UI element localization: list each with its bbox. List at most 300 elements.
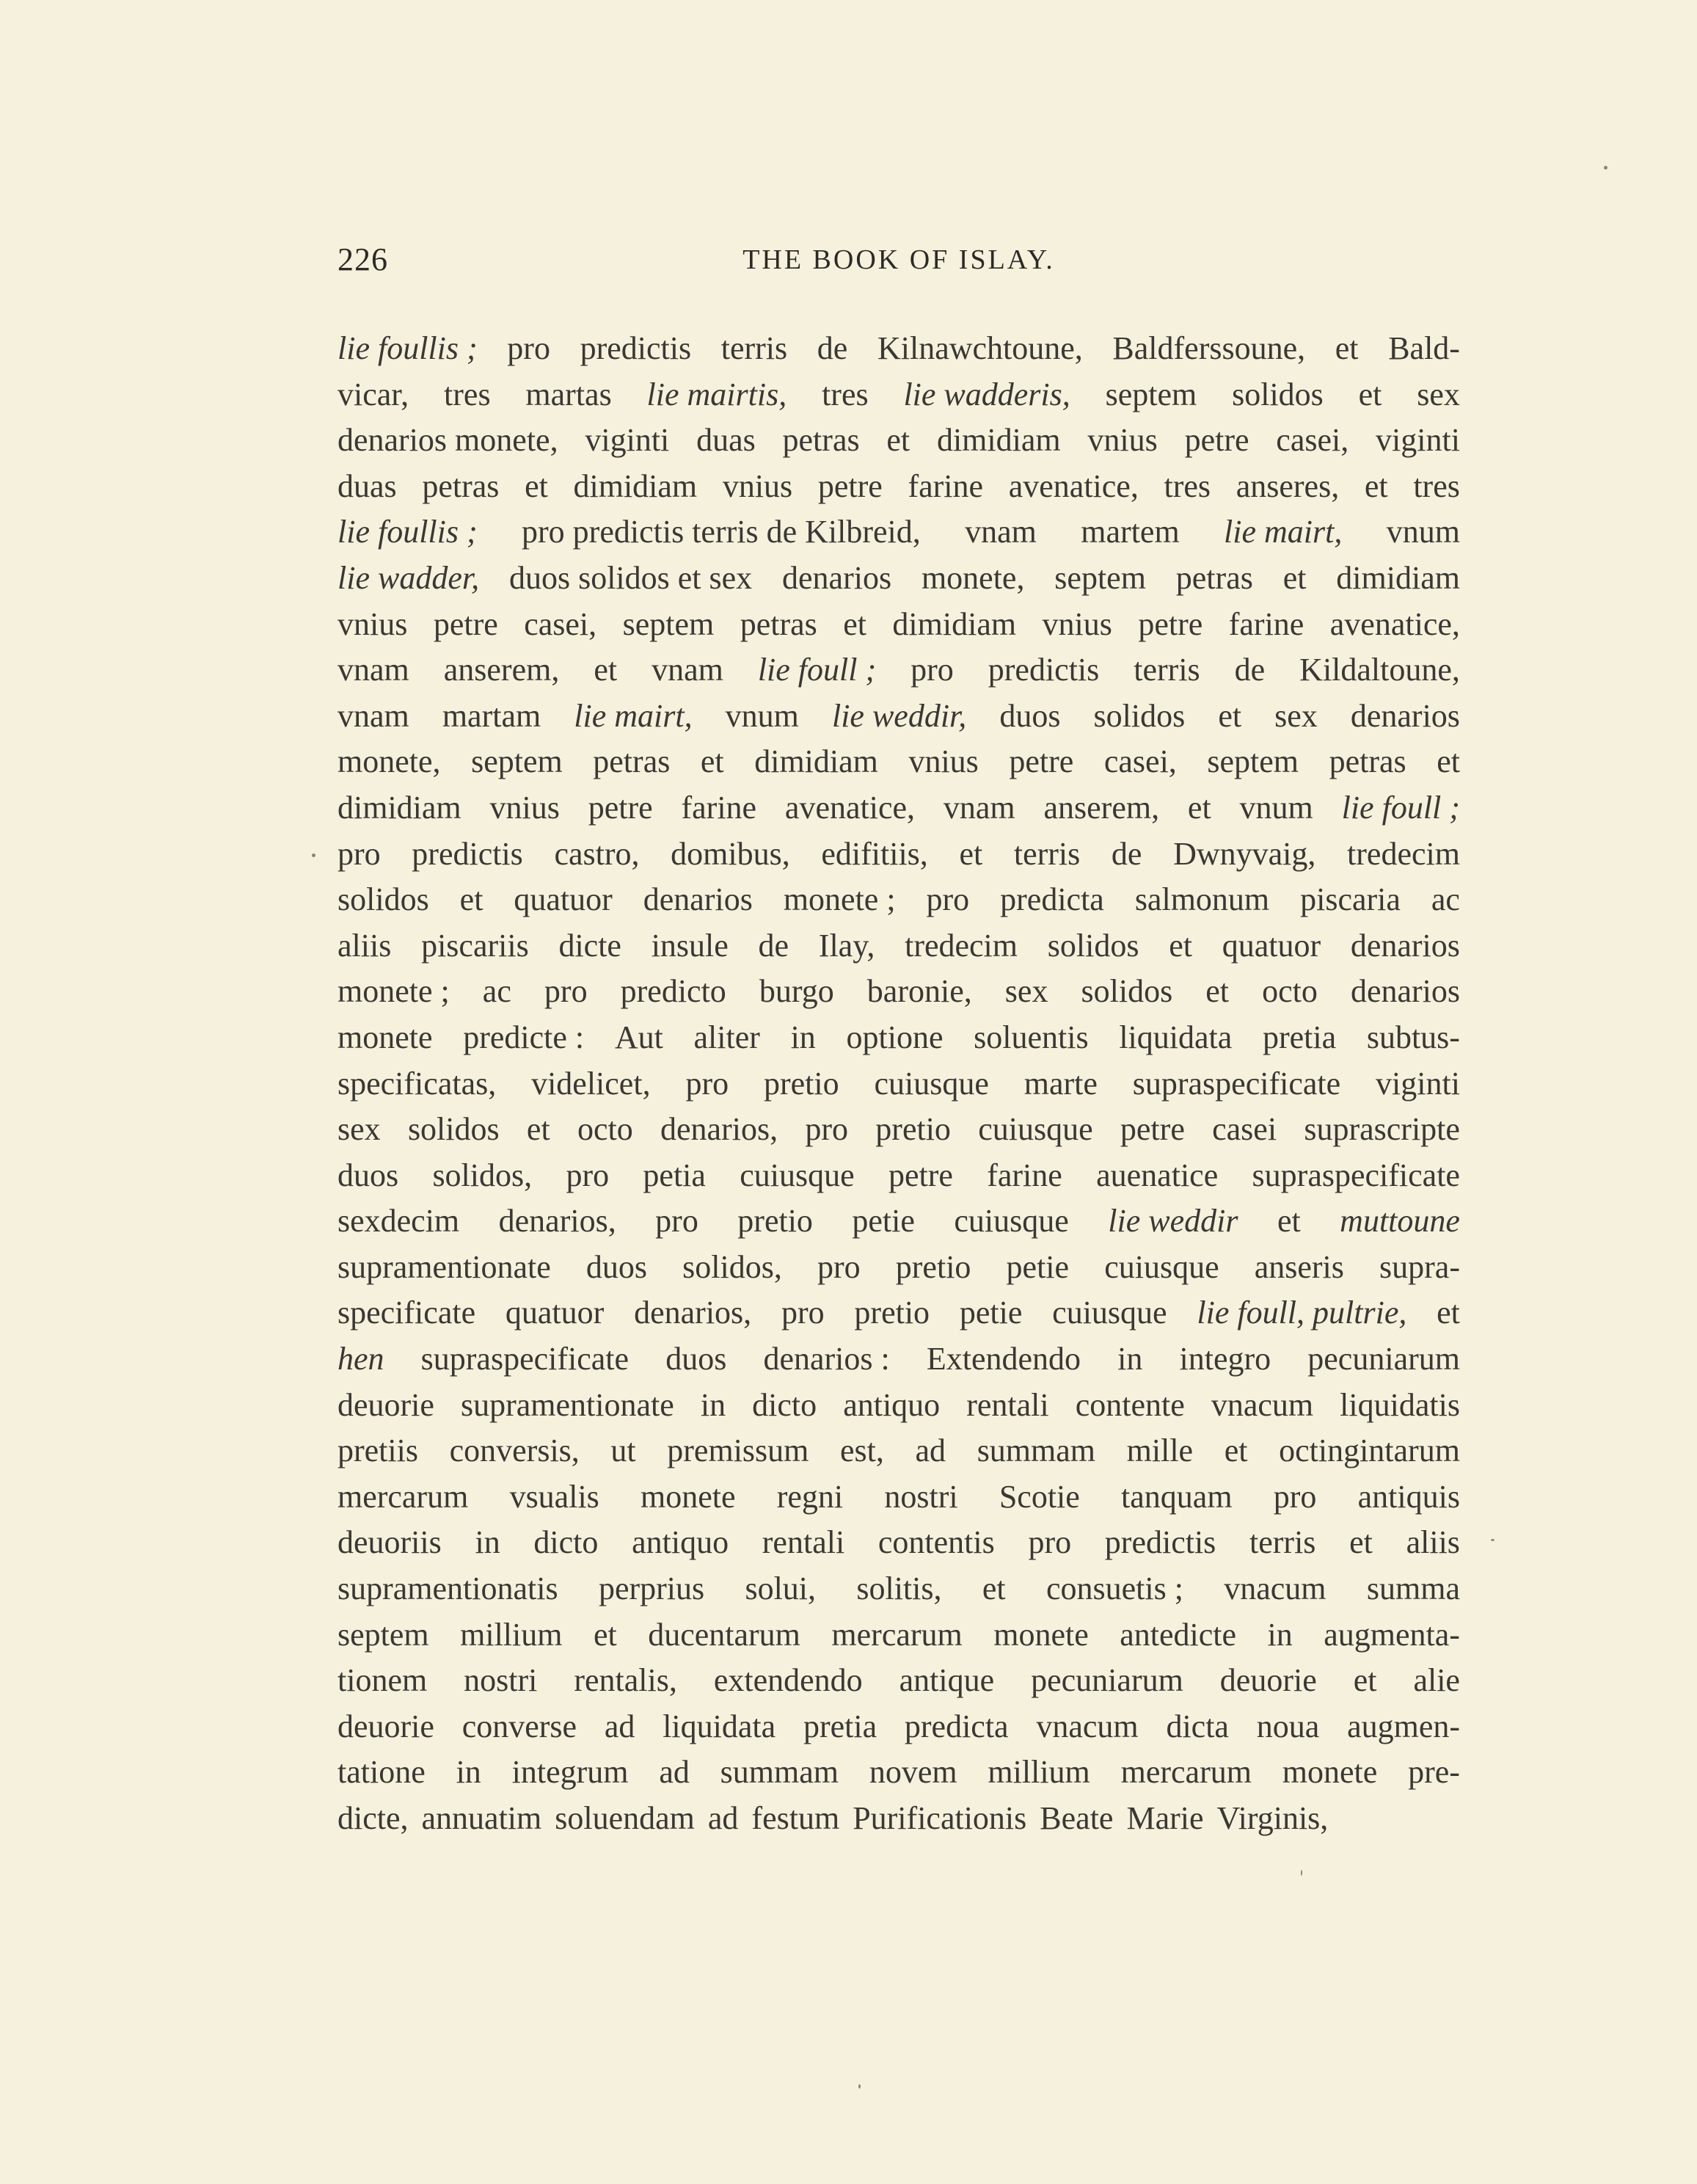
word: monete, <box>337 743 441 780</box>
word: vnam <box>337 652 409 688</box>
word: supraspecificate <box>420 1341 629 1377</box>
word: pro <box>655 1203 698 1240</box>
text-line <box>337 1061 1460 1107</box>
word: pretio <box>854 1295 930 1331</box>
word: perprius <box>598 1570 705 1607</box>
word: quatuor <box>1222 927 1321 964</box>
word: denarios, <box>660 1111 778 1148</box>
word: farine <box>681 789 757 826</box>
word: septem <box>337 1616 429 1653</box>
word: dimidiam <box>573 467 698 504</box>
word: dimidiam <box>754 743 878 780</box>
word: in <box>1267 1616 1293 1653</box>
word: pretia <box>803 1708 877 1744</box>
word: anserem, <box>1043 789 1160 826</box>
word: liquidata <box>1119 1019 1233 1055</box>
word: Purificationis <box>853 1800 1027 1836</box>
word: consuetis ; <box>1045 1570 1183 1607</box>
text-line <box>337 1153 1460 1199</box>
word: cuiusque <box>1104 1248 1219 1285</box>
word: Scotie <box>999 1478 1080 1515</box>
word: videlicet, <box>531 1065 651 1102</box>
word: tionem <box>337 1662 428 1699</box>
word: predicta <box>1000 881 1104 918</box>
word: in <box>456 1754 481 1791</box>
word: regni <box>776 1478 844 1515</box>
text-line <box>337 326 1460 372</box>
text-line <box>337 1428 1460 1474</box>
word: pre- <box>1408 1754 1460 1791</box>
word: pretio <box>763 1065 839 1102</box>
word: tres <box>1164 467 1211 504</box>
word: Virginis, <box>1216 1800 1329 1836</box>
word: monete, <box>921 559 1025 596</box>
word: denarios <box>1350 973 1460 1010</box>
word: monete <box>641 1478 736 1515</box>
word: dicte, <box>337 1800 409 1836</box>
word: duos solidos et sex <box>508 559 753 596</box>
word: petre <box>1009 743 1074 780</box>
word: noua <box>1256 1708 1320 1744</box>
word: predicta <box>904 1708 1009 1744</box>
word: soluendam <box>555 1800 695 1836</box>
word: viginti <box>585 422 670 459</box>
word: vsualis <box>509 1478 599 1515</box>
text-line <box>337 556 1460 602</box>
word: pro <box>507 330 550 366</box>
word: in <box>790 1019 816 1055</box>
word: pro <box>685 1065 729 1102</box>
text-line <box>337 969 1460 1015</box>
word: casei, <box>1103 743 1177 780</box>
paper-speck <box>312 853 315 857</box>
word: petie <box>1006 1248 1070 1285</box>
word: solidos, <box>432 1157 533 1193</box>
word: antiquis <box>1357 1478 1460 1515</box>
word: predicte : <box>463 1019 585 1055</box>
text-line <box>337 1245 1460 1291</box>
word: antiquo <box>632 1524 729 1561</box>
word: petras <box>1329 743 1406 780</box>
italic-word: lie mairt, <box>1224 514 1343 550</box>
paper-speck <box>1604 166 1607 170</box>
word: specificate <box>337 1295 476 1331</box>
text-line <box>337 1750 1460 1796</box>
word: augmenta- <box>1324 1616 1460 1653</box>
text-line <box>337 1566 1460 1612</box>
word: cuiusque <box>874 1065 989 1102</box>
word: denarios monete, <box>337 422 558 459</box>
text-line <box>337 785 1460 831</box>
word: alie <box>1413 1662 1460 1699</box>
word: duos <box>585 1248 648 1285</box>
word: tres <box>444 376 491 412</box>
word: solui, <box>745 1570 817 1607</box>
word: tres <box>822 376 869 412</box>
word: antique <box>899 1662 995 1699</box>
word: farine <box>1228 605 1304 642</box>
word: monete <box>1282 1754 1378 1791</box>
word: mille <box>1126 1433 1194 1469</box>
word: vnam <box>943 789 1015 826</box>
italic-word: lie foull ; <box>1341 789 1460 826</box>
word: duas <box>337 467 397 504</box>
word: domibus, <box>671 835 790 872</box>
word: denarios <box>643 881 753 918</box>
italic-word: lie mairt, <box>574 697 693 734</box>
text-line <box>337 1107 1460 1153</box>
word: sex <box>1417 376 1460 412</box>
word: et <box>525 467 548 504</box>
word: Beate <box>1040 1800 1114 1836</box>
word: cuiusque <box>1052 1295 1167 1331</box>
text-line <box>337 647 1460 694</box>
word: predictis <box>1104 1524 1216 1561</box>
word: cuiusque <box>978 1111 1093 1148</box>
word: petre <box>888 1157 953 1193</box>
text-line <box>337 1796 1460 1842</box>
word: avenatice, <box>784 789 916 826</box>
text-line <box>337 694 1460 740</box>
word: et <box>594 652 618 688</box>
word: dicta <box>1166 1708 1229 1744</box>
word: rentalis, <box>574 1662 677 1699</box>
word: pretio <box>895 1248 971 1285</box>
word: salmonum <box>1134 881 1270 918</box>
word: petie <box>852 1203 915 1240</box>
word: festum <box>751 1800 840 1836</box>
italic-word: muttoune <box>1340 1203 1460 1240</box>
word: denarios, <box>498 1203 616 1240</box>
word: et <box>1169 927 1192 964</box>
text-line <box>337 509 1460 556</box>
word: pro <box>544 973 588 1010</box>
word: vnum <box>1239 789 1313 826</box>
word: et <box>700 743 724 780</box>
text-line <box>337 877 1460 923</box>
word: et <box>459 881 483 918</box>
word: solidos, <box>682 1248 782 1285</box>
word: summa <box>1366 1570 1460 1607</box>
word: farine <box>987 1157 1062 1193</box>
word: pro <box>926 881 970 918</box>
word: Marie <box>1126 1800 1204 1836</box>
word: et <box>1349 1524 1373 1561</box>
word: integro <box>1179 1341 1271 1377</box>
word: ad <box>707 1800 739 1836</box>
word: viginti <box>1376 1065 1460 1102</box>
text-line <box>337 1612 1460 1659</box>
word: nostri <box>884 1478 958 1515</box>
word: et <box>1282 559 1307 596</box>
word: tredecim <box>1347 835 1460 872</box>
word: terris <box>1249 1524 1316 1561</box>
word: duos <box>665 1341 727 1377</box>
word: pro <box>817 1248 861 1285</box>
word: duos <box>337 1157 399 1193</box>
word: pretia <box>1262 1019 1337 1055</box>
word: pro predictis terris de Kilbreid, <box>522 514 921 550</box>
word: liquidata <box>663 1708 776 1744</box>
word: et <box>843 605 866 642</box>
word: et <box>1437 743 1460 780</box>
word: cuiusque <box>954 1203 1069 1240</box>
word: pro <box>805 1111 849 1148</box>
word: septem <box>1054 559 1146 596</box>
word: soluentis <box>974 1019 1089 1055</box>
word: sexdecim <box>337 1203 460 1240</box>
text-line <box>337 1520 1460 1566</box>
word: deuorie <box>337 1386 434 1423</box>
word: et <box>886 422 910 459</box>
word: Bald- <box>1388 330 1460 366</box>
word: converse <box>461 1708 577 1744</box>
text-line <box>337 1198 1460 1245</box>
word: pretio <box>737 1203 813 1240</box>
word: summam <box>977 1433 1096 1469</box>
word: sex <box>337 1111 381 1148</box>
word: terris <box>720 330 788 366</box>
italic-word: lie wadder, <box>337 559 480 596</box>
word: petre <box>1120 1111 1185 1148</box>
italic-word: lie foull, pultrie, <box>1197 1295 1407 1331</box>
word: deuorie <box>337 1708 434 1744</box>
italic-word: hen <box>337 1341 384 1377</box>
word: marte <box>1023 1065 1098 1102</box>
word: contente <box>1075 1386 1185 1423</box>
word: ac <box>482 973 511 1010</box>
running-head <box>337 241 1460 285</box>
word: martas <box>525 376 612 412</box>
word: martem <box>1081 514 1180 550</box>
word: mercarum <box>337 1478 469 1515</box>
word: farine <box>908 467 984 504</box>
word: supramentionatis <box>337 1570 558 1607</box>
italic-word: lie weddir, <box>831 697 967 734</box>
word: martam <box>442 697 541 734</box>
word: vnacum <box>1224 1570 1326 1607</box>
word: et <box>1224 1433 1248 1469</box>
word: denarios <box>782 559 892 596</box>
text-line <box>337 372 1460 418</box>
word: quatuor <box>505 1295 605 1331</box>
word: petre <box>817 467 883 504</box>
word: denarios, <box>634 1295 752 1331</box>
word: baronie, <box>866 973 972 1010</box>
text-line <box>337 1015 1460 1061</box>
word: suprascripte <box>1304 1111 1460 1148</box>
text-line <box>337 923 1460 969</box>
word: Dwnyvaig, <box>1173 835 1316 872</box>
word: supraspecificate <box>1252 1157 1460 1193</box>
word: et <box>959 835 983 872</box>
word: premissum <box>667 1433 809 1469</box>
body-text <box>337 326 1460 1842</box>
word: Kilnawchtoune, <box>877 330 1083 366</box>
word: ad <box>604 1708 635 1744</box>
text-line <box>337 1336 1460 1383</box>
word: vnam <box>965 514 1037 550</box>
word: monete ; <box>337 973 450 1010</box>
word: sex <box>1004 973 1048 1010</box>
word: vnacum <box>1036 1708 1139 1744</box>
word: petras <box>740 605 817 642</box>
word: mercarum <box>831 1616 963 1653</box>
page-number: 226 <box>337 241 388 277</box>
word: pro <box>910 652 954 688</box>
word: casei <box>1212 1111 1277 1148</box>
word: specificatas, <box>337 1065 497 1102</box>
word: vnius <box>1087 422 1158 459</box>
word: et <box>1187 789 1211 826</box>
word: pretio <box>875 1111 951 1148</box>
word: monete <box>337 1019 433 1055</box>
word: dicto <box>752 1386 817 1423</box>
word: pro <box>1273 1478 1317 1515</box>
word: pecuniarum <box>1031 1662 1183 1699</box>
word: piscaria <box>1300 881 1401 918</box>
italic-word: lie foullis ; <box>337 514 478 550</box>
text-line <box>337 1704 1460 1750</box>
word: nostri <box>464 1662 538 1699</box>
word: sex <box>1274 697 1318 734</box>
word: casei, <box>1276 422 1349 459</box>
word: pecuniarum <box>1307 1341 1460 1377</box>
word: Kildaltoune, <box>1299 652 1460 688</box>
word: petre <box>433 605 498 642</box>
italic-word: lie foullis ; <box>337 330 478 366</box>
word: Extendendo <box>926 1341 1081 1377</box>
word: denarios <box>1350 927 1460 964</box>
word: aliis <box>1406 1524 1460 1561</box>
word: Baldferssoune, <box>1112 330 1306 366</box>
word: petre <box>588 789 653 826</box>
word: et <box>1218 697 1242 734</box>
word: Aut <box>614 1019 663 1055</box>
text-line <box>337 418 1460 464</box>
word: millium <box>460 1616 563 1653</box>
word: vnam <box>652 652 723 688</box>
word: vnacum <box>1211 1386 1314 1423</box>
word: et <box>593 1616 617 1653</box>
word: augmen- <box>1347 1708 1460 1744</box>
word: de <box>817 330 848 366</box>
word: predicto <box>620 973 726 1010</box>
word: optione <box>846 1019 944 1055</box>
text-line <box>337 1658 1460 1704</box>
word: septem <box>1207 743 1299 780</box>
word: integrum <box>511 1754 629 1791</box>
word: tanquam <box>1121 1478 1233 1515</box>
word: anserem, <box>443 652 560 688</box>
word: solidos <box>1232 376 1324 412</box>
word: liquidatis <box>1340 1386 1460 1423</box>
word: et <box>1205 973 1230 1010</box>
word: et <box>1364 467 1388 504</box>
word: petia <box>643 1157 706 1193</box>
word: denarios <box>1350 697 1460 734</box>
word: septem <box>1105 376 1197 412</box>
word: cuiusque <box>740 1157 855 1193</box>
word: mercarum <box>1120 1754 1252 1791</box>
word: est, <box>840 1433 884 1469</box>
word: deuoriis <box>337 1524 442 1561</box>
word: supraspecificate <box>1132 1065 1341 1102</box>
word: et <box>982 1570 1006 1607</box>
text-line <box>337 464 1460 510</box>
word: rentali <box>762 1524 845 1561</box>
word: de <box>758 927 789 964</box>
word: vnius <box>1042 605 1112 642</box>
word: petre <box>1184 422 1249 459</box>
word: duas <box>696 422 756 459</box>
word: vnum <box>1386 514 1460 550</box>
word: vnam <box>337 697 409 734</box>
word: quatuor <box>514 881 613 918</box>
word: et <box>1277 1203 1301 1240</box>
word: et <box>526 1111 550 1148</box>
word: predictis <box>988 652 1100 688</box>
word: supramentionate <box>337 1248 551 1285</box>
word: ad <box>915 1433 946 1469</box>
word: petras <box>1175 559 1253 596</box>
word: dimidiam <box>892 605 1017 642</box>
word: monete ; <box>783 881 896 918</box>
word: novem <box>869 1754 957 1791</box>
word: aliter <box>693 1019 760 1055</box>
word: castro, <box>554 835 640 872</box>
word: Ilay, <box>818 927 875 964</box>
word: solidos <box>1081 973 1173 1010</box>
word: supramentionate <box>461 1386 674 1423</box>
word: vnius <box>337 605 408 642</box>
italic-word: lie wadderis, <box>903 376 1070 412</box>
word: octo <box>1262 973 1318 1010</box>
word: summam <box>720 1754 839 1791</box>
word: pro <box>566 1157 610 1193</box>
word: vnum <box>725 697 799 734</box>
word: dicte <box>558 927 621 964</box>
word: predictis <box>580 330 692 366</box>
italic-word: lie weddir <box>1108 1203 1238 1240</box>
word: et <box>1358 376 1382 412</box>
word: subtus- <box>1366 1019 1460 1055</box>
word: pro <box>1028 1524 1072 1561</box>
word: petre <box>1138 605 1203 642</box>
word: dimidiam <box>936 422 1061 459</box>
word: vnius <box>908 743 979 780</box>
word: extendendo <box>713 1662 863 1699</box>
word: viginti <box>1376 422 1460 459</box>
word: casei, <box>524 605 597 642</box>
word: denarios : <box>763 1341 890 1377</box>
word: vnius <box>722 467 793 504</box>
word: in <box>700 1386 726 1423</box>
word: et <box>1353 1662 1377 1699</box>
word: petras <box>593 743 671 780</box>
text-line <box>337 1290 1460 1336</box>
text-line <box>337 739 1460 785</box>
word: octo <box>577 1111 633 1148</box>
word: annuatim <box>421 1800 542 1836</box>
text-line <box>337 1474 1460 1521</box>
word: et <box>1437 1295 1460 1331</box>
word: ad <box>659 1754 690 1791</box>
word: dimidiam <box>1336 559 1460 596</box>
text-line <box>337 1383 1460 1429</box>
word: solitis, <box>856 1570 942 1607</box>
word: solidos <box>337 881 429 918</box>
